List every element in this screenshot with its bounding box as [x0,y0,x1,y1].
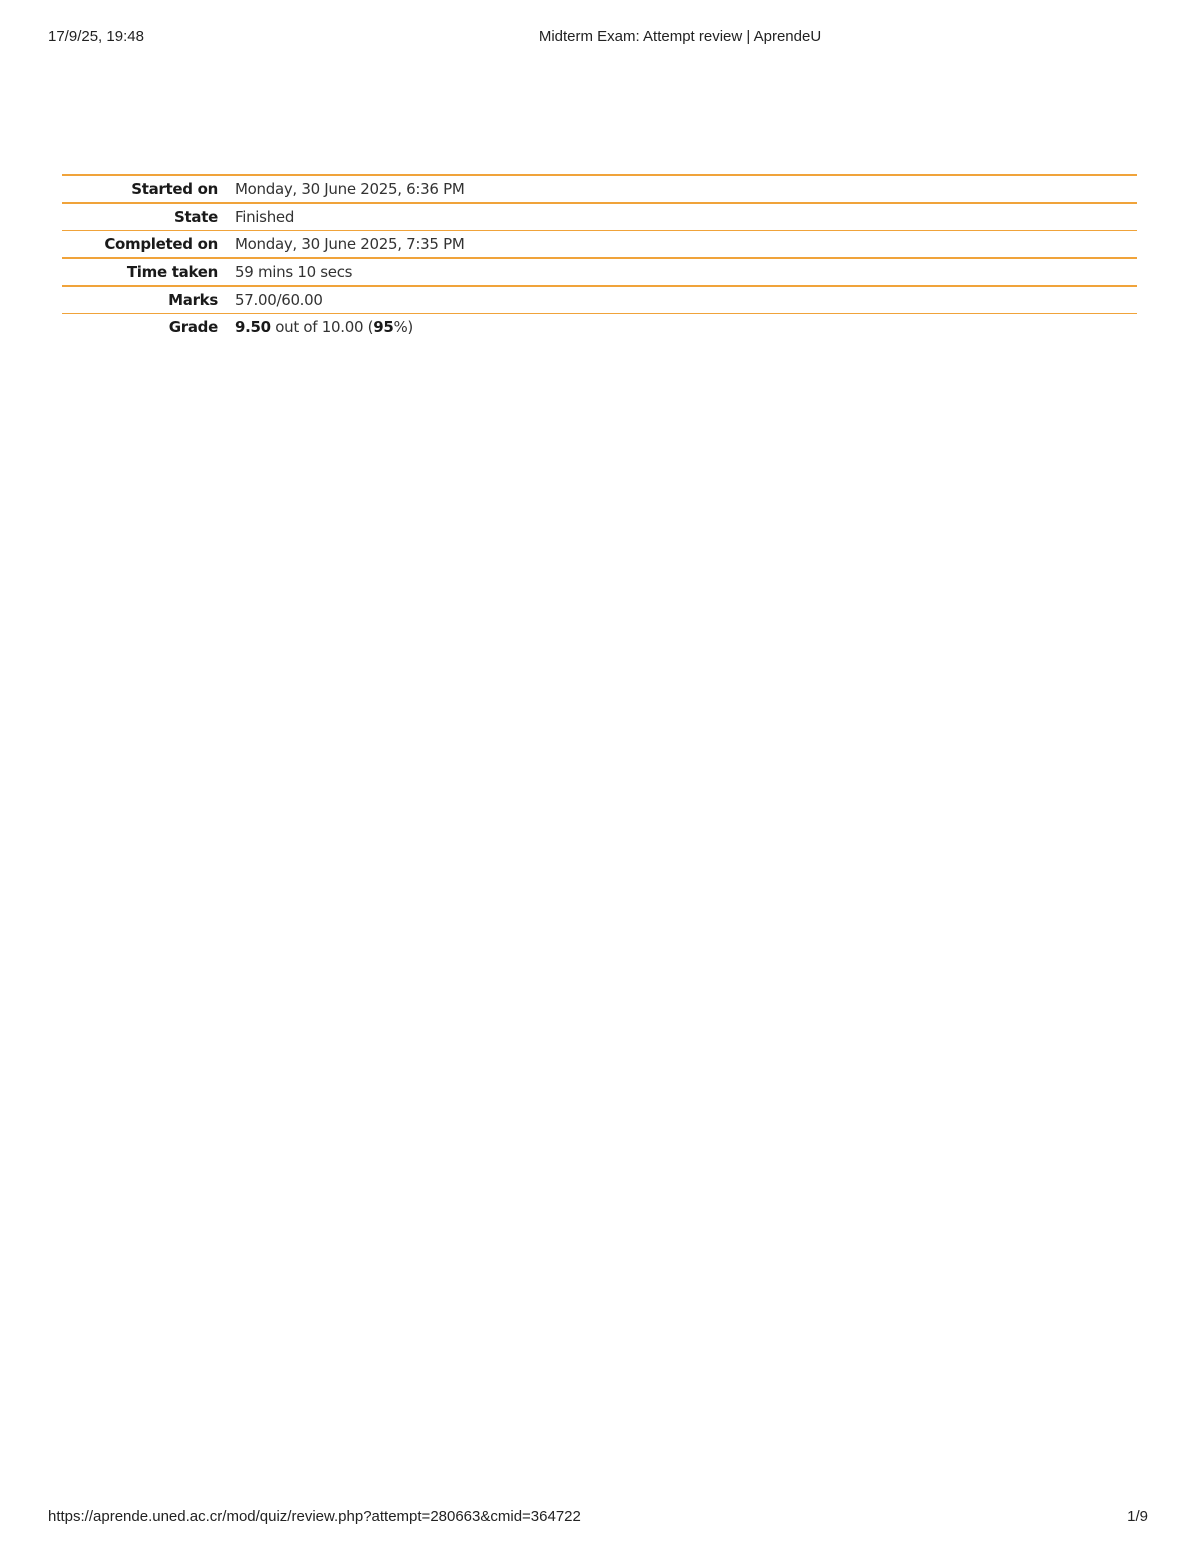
summary-label: Marks [168,291,218,309]
print-footer-page-number: 1/9 [1127,1508,1148,1525]
grade-value [235,314,1137,341]
summary-value: 59 mins 10 secs [235,263,353,281]
summary-row-completed-on [62,231,1137,259]
summary-label: Started on [131,180,218,198]
summary-label: State [174,208,218,226]
summary-label: Time taken [126,263,218,281]
print-footer-url: https://aprende.uned.ac.cr/mod/quiz/review.php?attempt=280663&cmid=364722 [48,1508,581,1525]
grade-suffix: %) [393,318,413,337]
summary-label: Completed on [104,235,218,253]
print-header-page-title: Midterm Exam: Attempt review | AprendeU [538,28,822,45]
summary-row-time-taken [62,258,1137,286]
print-header-datetime: 17/9/25, 19:48 [48,28,144,45]
summary-row-grade [62,314,1137,341]
summary-row-state [62,203,1137,231]
summary-value: Finished [235,208,295,226]
quiz-attempt-summary-table [62,174,1137,341]
summary-row-started-on [62,175,1137,203]
grade-out-of: out of 10.00 ( [270,318,374,337]
summary-value: 57.00/60.00 [235,291,323,309]
grade-percent: 95 [373,318,394,337]
summary-value: Monday, 30 June 2025, 6:36 PM [235,180,465,198]
summary-label: Grade [168,318,218,337]
summary-value: Monday, 30 June 2025, 7:35 PM [235,235,465,253]
summary-row-marks [62,286,1137,314]
grade-score: 9.50 [235,318,271,337]
